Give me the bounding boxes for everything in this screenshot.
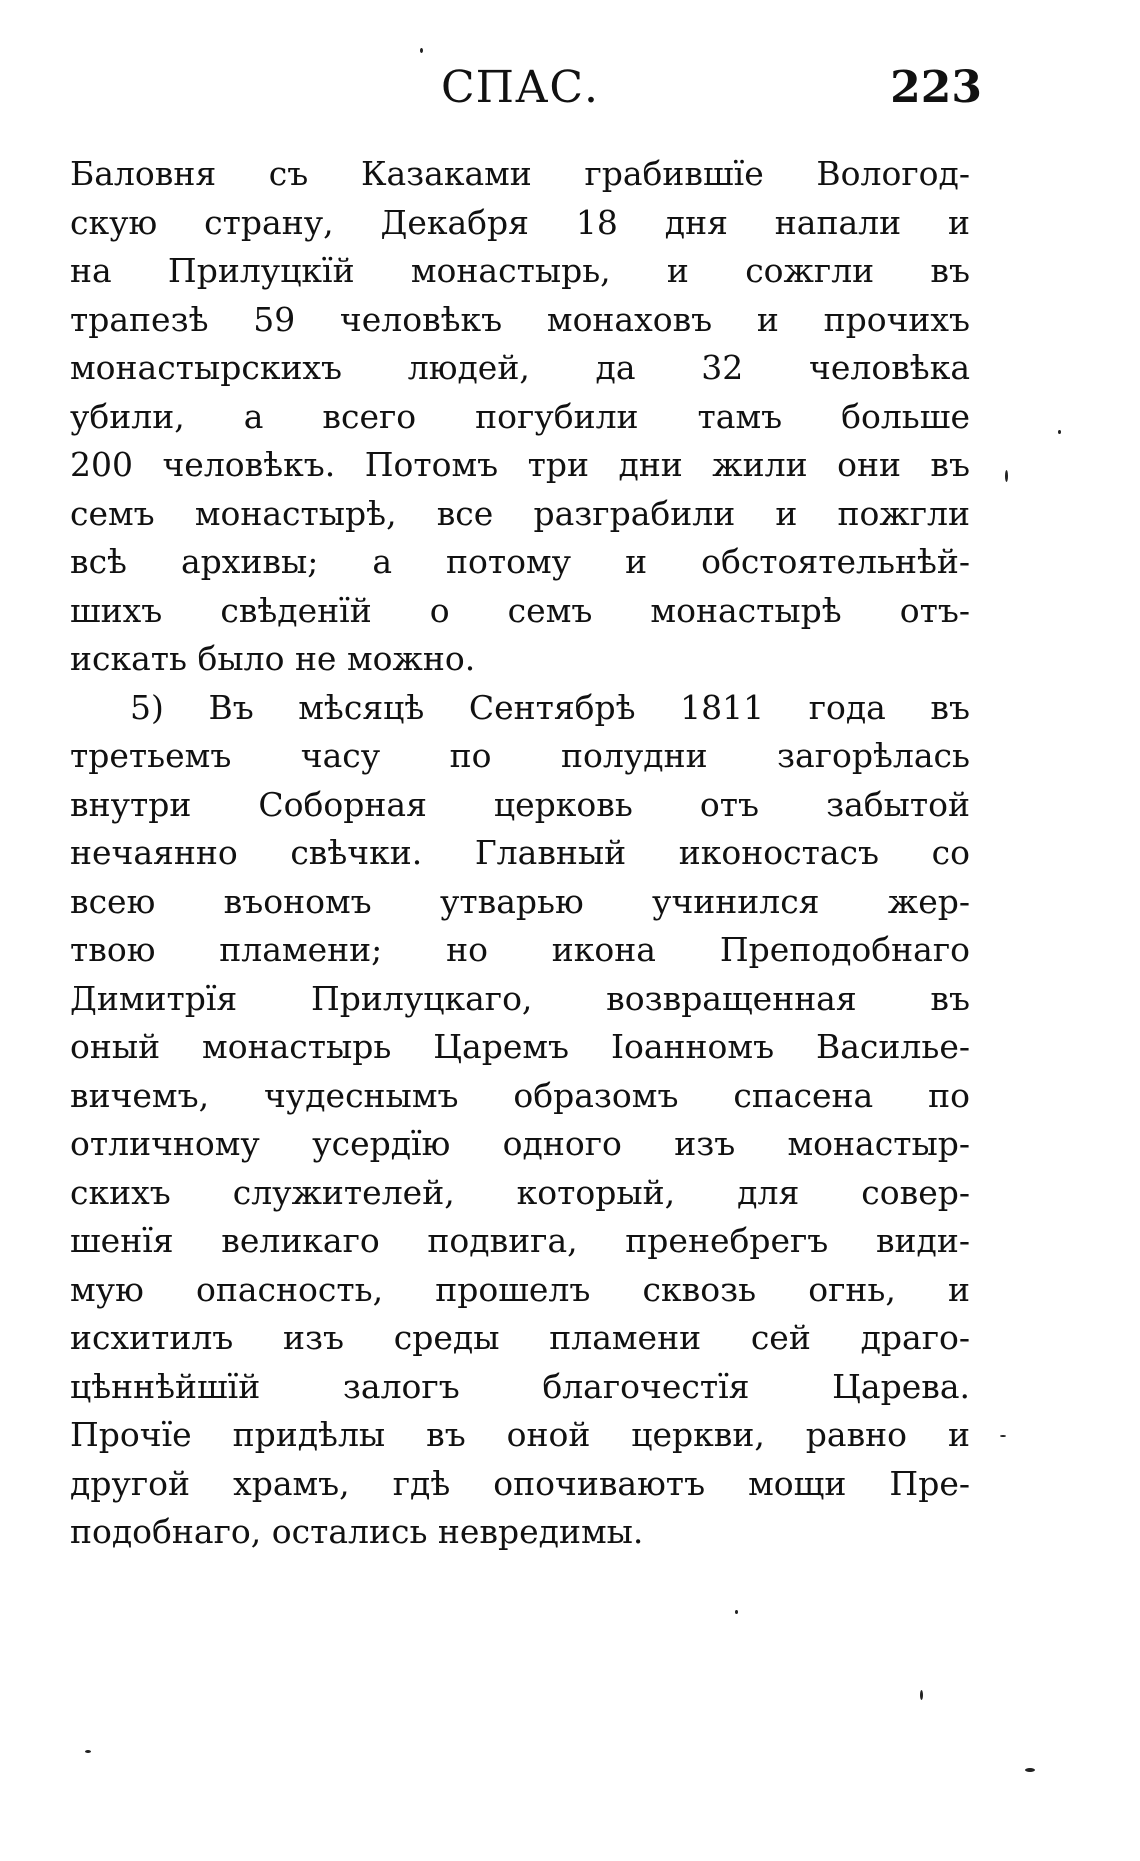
text-line: искать было не можно. [70, 639, 476, 678]
text-line: 5) Въ мѣсяцѣ Сентябрѣ 1811 года въ [130, 687, 970, 727]
text-line: исхитилъ изъ среды пламени сей драго- [70, 1318, 970, 1357]
scan-speck [1058, 430, 1061, 434]
scan-speck [1000, 1435, 1006, 1437]
scan-speck [920, 1690, 923, 1700]
scan-speck [85, 1750, 91, 1753]
page-number: 223 [890, 62, 982, 113]
text-line: цѣннѣйшїй залогъ благочестїя Царева. [70, 1366, 970, 1406]
text-line: трапезѣ 59 человѣкъ монаховъ и прочихъ [70, 299, 970, 339]
text-line: 200 человѣкъ. Потомъ три дни жили они въ [70, 445, 970, 484]
text-line: Баловня съ Казаками грабившїе Вологод- [70, 154, 970, 193]
text-line: третьемъ часу по полудни загорѣлась [70, 736, 970, 775]
running-head [70, 62, 982, 122]
text-line: отличному усердїю одного изъ монастыр- [70, 1124, 970, 1163]
text-line: оный монастырь Царемъ Іоанномъ Василье- [70, 1027, 970, 1066]
scan-speck [1005, 470, 1008, 482]
text-line: скихъ служителей, который, для совер- [70, 1172, 970, 1212]
text-line: всѣ архивы; а потому и обстоятельнѣй- [70, 542, 970, 581]
text-line: мую опасность, прошелъ сквозь огнь, и [70, 1269, 970, 1309]
text-line: семъ монастырѣ, все разграбили и пожгли [70, 493, 970, 533]
scan-speck [735, 1610, 738, 1614]
text-line: шихъ свѣденїй о семъ монастырѣ отъ- [70, 590, 970, 630]
text-line: подобнаго, остались невредимы. [70, 1512, 644, 1551]
text-line: твою пламени; но икона Преподобнаго [70, 930, 970, 969]
text-line: скую страну, Декабря 18 дня напали и [70, 202, 970, 242]
text-line: Димитрїя Прилуцкаго, возвращенная въ [70, 978, 970, 1018]
text-line: шенїя великаго подвига, пренебрегъ види- [70, 1221, 970, 1260]
scan-speck [1025, 1768, 1035, 1772]
running-title: СПАС. [440, 62, 599, 113]
text-line: Прочїе придѣлы въ оной церкви, равно и [70, 1415, 970, 1454]
body-text [70, 150, 970, 1557]
text-line: внутри Соборная церковь отъ забытой [70, 784, 970, 824]
text-line: на Прилуцкїй монастырь, и сожгли въ [70, 251, 970, 290]
text-line: убили, а всего погубили тамъ больше [70, 396, 970, 436]
text-line: нечаянно свѣчки. Главный иконостасъ со [70, 833, 970, 872]
text-line: другой храмъ, гдѣ опочиваютъ мощи Пре- [70, 1463, 970, 1503]
text-line: вичемъ, чудеснымъ образомъ спасена по [70, 1075, 970, 1115]
text-line: монастырскихъ людей, да 32 человѣка [70, 348, 970, 387]
text-line: всею въономъ утварью учинился жер- [70, 881, 970, 921]
scan-speck [420, 48, 423, 53]
